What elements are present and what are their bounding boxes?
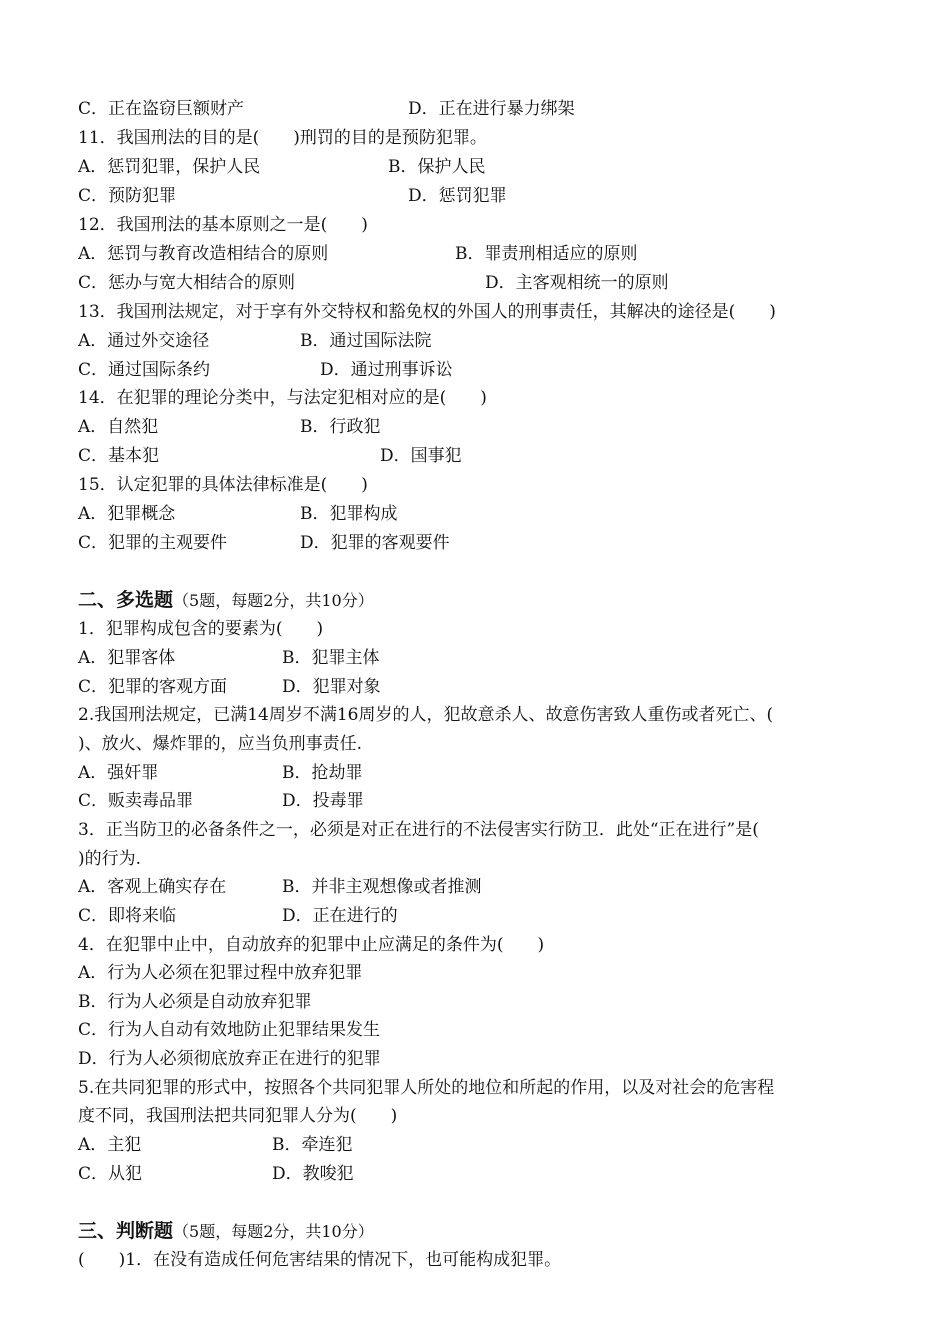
m1-option-d: D．犯罪对象: [282, 677, 381, 697]
q12-option-a: A．惩罚与教育改造相结合的原则: [78, 244, 329, 264]
m5-option-d: D．教唆犯: [272, 1164, 354, 1184]
m5-stem-line1: 5.在共同犯罪的形式中，按照各个共同犯罪人所处的地位和所起的作用，以及对社会的危害程: [78, 1078, 775, 1098]
m1-stem: 1．犯罪构成包含的要素为( ): [78, 619, 324, 639]
m3-option-b: B．并非主观想像或者推测: [282, 877, 482, 897]
q15-option-c: C．犯罪的主观要件: [78, 533, 228, 553]
m4-option-d: D．行为人必须彻底放弃正在进行的犯罪: [78, 1049, 381, 1069]
section-3-title: 三、判断题: [78, 1220, 174, 1242]
q13-option-d: D．通过刑事诉讼: [320, 360, 453, 380]
q14-option-d: D．国事犯: [380, 446, 462, 466]
q11-option-d: D．惩罚犯罪: [408, 186, 507, 206]
m3-stem-line2: )的行为.: [78, 849, 142, 869]
m5-option-c: C．从犯: [78, 1164, 143, 1184]
q13-option-a: A．通过外交途径: [78, 331, 210, 351]
m1-option-a: A．犯罪客体: [78, 648, 176, 668]
q13-option-c: C．通过国际条约: [78, 360, 211, 380]
q13-option-b: B．通过国际法院: [300, 331, 432, 351]
q12-option-c: C．惩办与宽大相结合的原则: [78, 273, 296, 293]
section-3-subtitle: （5题，每题2分，共10分）: [173, 1222, 374, 1241]
q15-option-d: D．犯罪的客观要件: [300, 533, 450, 553]
q12-option-d: D．主客观相统一的原则: [485, 273, 669, 293]
section-2-heading: [78, 589, 374, 611]
j1-statement: ( )1．在没有造成任何危害结果的情况下，也可能构成犯罪。: [78, 1250, 562, 1270]
q15-stem: 15．认定犯罪的具体法律标准是( ): [78, 475, 368, 495]
q11-option-b: B．保护人民: [388, 157, 486, 177]
m3-option-d: D．正在进行的: [282, 906, 398, 926]
section-2-title: 二、多选题: [78, 589, 174, 611]
m3-option-a: A．客观上确实存在: [78, 877, 227, 897]
q15-option-a: A．犯罪概念: [78, 504, 176, 524]
m4-stem: 4．在犯罪中止中，自动放弃的犯罪中止应满足的条件为( ): [78, 935, 545, 955]
section-3-heading: [78, 1220, 374, 1242]
q12-stem: 12．我国刑法的基本原则之一是( ): [78, 215, 368, 235]
q13-stem: 13．我国刑法规定，对于享有外交特权和豁免权的外国人的刑事责任，其解决的途径是( ): [78, 302, 776, 322]
m4-option-a: A．行为人必须在犯罪过程中放弃犯罪: [78, 963, 363, 983]
m2-option-c: C．贩卖毒品罪: [78, 791, 194, 811]
m5-stem-line2: 度不同，我国刑法把共同犯罪人分为( ): [78, 1106, 398, 1126]
m2-option-d: D．投毒罪: [282, 791, 364, 811]
q11-option-a: A．惩罚犯罪，保护人民: [78, 157, 261, 177]
m3-option-c: C．即将来临: [78, 906, 177, 926]
q15-option-b: B．犯罪构成: [300, 504, 398, 524]
q11-stem: 11．我国刑法的目的是( )刑罚的目的是预防犯罪。: [78, 128, 487, 148]
m4-option-b: B．行为人必须是自动放弃犯罪: [78, 992, 312, 1012]
section-2-subtitle: （5题，每题2分，共10分）: [173, 591, 374, 610]
m5-option-a: A．主犯: [78, 1135, 142, 1155]
q14-option-c: C．基本犯: [78, 446, 160, 466]
q14-stem: 14．在犯罪的理论分类中，与法定犯相对应的是( ): [78, 388, 487, 408]
q11-option-c: C．预防犯罪: [78, 186, 177, 206]
m4-option-c: C．行为人自动有效地防止犯罪结果发生: [78, 1020, 381, 1040]
m2-stem-line1: 2.我国刑法规定，已满14周岁不满16周岁的人，犯故意杀人、故意伤害致人重伤或者死亡、(: [78, 705, 774, 725]
q14-option-b: B．行政犯: [300, 417, 381, 437]
m2-option-b: B．抢劫罪: [282, 763, 363, 783]
m1-option-c: C．犯罪的客观方面: [78, 677, 228, 697]
m5-option-b: B．牵连犯: [272, 1135, 353, 1155]
m3-stem-line1: 3．正当防卫的必备条件之一，必须是对正在进行的不法侵害实行防卫．此处“正在进行”是(: [78, 820, 759, 840]
q10-option-c: C．正在盗窃巨额财产: [78, 99, 245, 119]
m2-option-a: A．强奸罪: [78, 763, 159, 783]
m1-option-b: B．犯罪主体: [282, 648, 380, 668]
q12-option-b: B．罪责刑相适应的原则: [455, 244, 638, 264]
q10-option-d: D．正在进行暴力绑架: [408, 99, 575, 119]
m2-stem-line2: )、放火、爆炸罪的，应当负刑事责任.: [78, 734, 363, 754]
q14-option-a: A．自然犯: [78, 417, 159, 437]
